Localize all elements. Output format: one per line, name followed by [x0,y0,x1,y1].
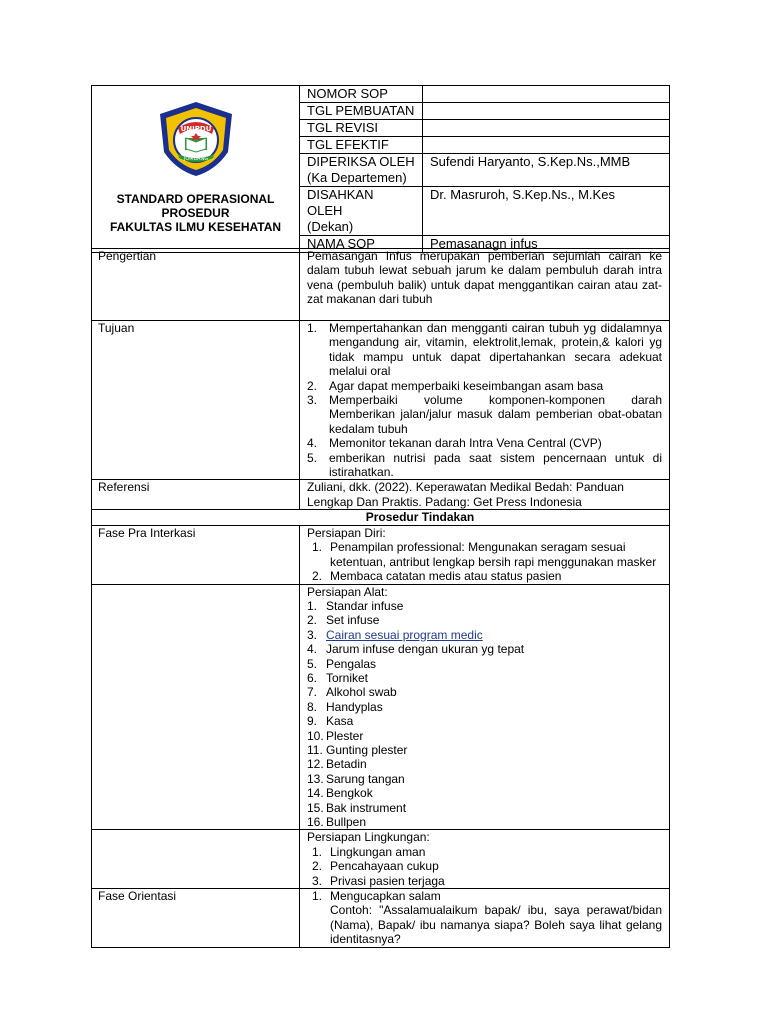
list-item [307,436,662,450]
list-item-number: 2. [307,378,318,393]
list-item [307,874,662,888]
tgl-revisi-value [423,120,670,137]
list-item [307,845,662,859]
list-item-text: Bullpen [326,815,367,829]
list-item-text: Agar dapat memperbaiki keseimbangan asam basa [329,378,604,393]
tujuan-label: Tujuan [92,321,300,480]
list-item-number: 2. [307,613,318,628]
list-item [307,642,662,656]
prosedur-tindakan-title [92,510,670,525]
list-item [307,657,662,671]
list-item [307,815,662,829]
tgl-revisi-label: TGL REVISI [300,120,423,137]
nama-sop-value: Pemasanagn infus [423,236,670,253]
list-item-text: Privasi pasien terjaga [330,873,445,888]
list-item-number: 1. [307,321,318,335]
list-item-number: 12. [307,757,324,772]
list-item-number: 3. [307,627,318,642]
list-item-number: 1. [312,889,323,904]
diperiksa-label-line-2: (Ka Departemen) [307,170,407,185]
empty-label-cell [92,830,300,889]
empty-label-cell [92,584,300,830]
diperiksa-label-line-1: DIPERIKSA OLEH [307,154,415,169]
list-item-number: 1. [312,844,323,859]
tujuan-list [307,321,662,479]
institution-title-line-1: STANDARD OPERASIONAL [116,192,275,206]
pengertian-label: Pengertian [92,249,300,321]
list-item [307,569,662,583]
list-item-number: 8. [307,699,318,714]
list-item-text: Pengalas [326,656,377,671]
fase-orientasi-list [307,889,662,947]
list-item-text: Mengucapkan salam [330,889,441,904]
tgl-pembuatan-value [423,103,670,120]
pengertian-text: Pemasangan Infus merupakan pemberian sejumlah cairan ke dalam tubuh lewat sebuah jarum ke dalam pembuluh darah intra vena (pembuluh balik) untuk dapat menggantikan cairan atau zat-zat makanan dari tubuh [300,249,670,321]
nomor-sop-label: NOMOR SOP [300,86,423,103]
list-item-number: 16. [307,815,324,829]
list-item [307,801,662,815]
list-item-text: Standar infuse [326,598,404,613]
list-item-text: Set infuse [326,613,380,628]
list-item [307,379,662,393]
list-item [307,757,662,771]
tgl-pembuatan-label: TGL PEMBUATAN [300,103,423,120]
disahkan-label-line-2: OLEH [307,203,343,218]
list-item-text: Betadin [326,757,367,772]
fase-orientasi-cell [300,889,670,948]
list-item-text: Jarum infuse dengan ukuran yg tepat [326,642,525,657]
diperiksa-value: Sufendi Haryanto, S.Kep.Ns.,MMB [423,154,670,187]
persiapan-lingkungan-list [307,845,662,888]
list-item-text: Memperbaiki volume komponen-komponen darah Memberikan jalan/jalur masuk dalam pemberian obat-obatan kedalam tubuh [329,393,662,436]
list-item [307,714,662,728]
list-item-number: 5. [307,450,318,465]
list-item-text: emberikan nutrisi pada saat sistem pencernaan untuk di istirahatkan. [329,450,662,480]
institution-title [92,192,299,234]
list-item-text: Bak instrument [326,800,407,815]
list-item-text: Alkohol swab [326,685,397,700]
disahkan-label-line-3: (Dekan) [307,219,354,234]
nama-sop-label: NAMA SOP [300,236,423,253]
list-item [307,772,662,786]
list-item-number: 11. [307,742,323,757]
tujuan-list-cell [300,321,670,480]
prosedur-tindakan-title-text: Prosedur Tindakan [365,510,475,525]
list-item [307,671,662,685]
list-item [307,685,662,699]
cairan-link[interactable]: Cairan sesuai program medic [326,627,483,642]
logo-text-top: UNIPDU [180,125,211,133]
list-item-number: 10. [307,728,324,743]
tgl-efektif-label: TGL EFEKTIF [300,137,423,154]
list-item-text: Plester [326,728,364,743]
persiapan-lingkungan-cell [300,830,670,889]
list-item [307,729,662,743]
list-item-number: 1. [312,540,323,555]
list-item-number: 1. [307,598,318,613]
institution-title-line-2: PROSEDUR [161,206,230,220]
list-item-number: 7. [307,685,318,700]
unipdu-logo-icon [156,100,236,178]
tgl-efektif-value [423,137,670,154]
list-item-text: Pencahayaan cukup [330,859,439,874]
persiapan-lingkungan-title: Persiapan Lingkungan: [307,830,430,845]
list-item-number: 4. [307,642,318,657]
sop-body-table [91,248,670,948]
sop-table [91,85,670,253]
list-item-text: Sarung tangan [326,771,405,786]
list-item-text: Handyplas [326,699,383,714]
list-item-number: 3. [312,873,323,888]
list-item-number: 3. [307,393,318,408]
fase-orientasi-label: Fase Orientasi [92,889,300,948]
list-item-text: Lingkungan aman [330,844,426,859]
list-item-number: 9. [307,714,318,729]
list-item [307,321,662,379]
list-item-number: 2. [312,569,323,584]
disahkan-label [300,187,423,236]
disahkan-value: Dr. Masruroh, S.Kep.Ns., M.Kes [423,187,670,236]
list-item-text: Penampilan professional: Mengunakan seragam sesuai ketentuan, antribut lengkap bersih rapi menggunakan masker [330,540,657,569]
persiapan-diri-list [307,540,662,583]
persiapan-diri-cell [300,525,670,584]
list-item [307,628,662,642]
institution-cell [92,86,300,253]
list-item [307,786,662,800]
referensi-label: Referensi [92,480,300,510]
persiapan-alat-cell [300,584,670,830]
list-item-number: 13. [307,771,324,786]
greeting-example: Contoh: "Assalamualaikum bapak/ ibu, saya perawat/bidan (Nama), Bapak/ ibu namanya siapa? Boleh saya lihat gelang identitasnya? [330,903,662,947]
fase-pra-label: Fase Pra Interkasi [92,525,300,584]
diperiksa-label [300,154,423,187]
institution-title-line-3: FAKULTAS ILMU KESEHATAN [109,220,282,234]
list-item [307,599,662,613]
list-item-text: Memonitor tekanan darah Intra Vena Central (CVP) [329,436,602,451]
list-item [307,451,662,480]
list-item [307,540,662,569]
list-item [307,393,662,436]
persiapan-alat-title: Persiapan Alat: [307,584,388,599]
list-item [307,859,662,873]
list-item-number: 14. [307,786,324,801]
list-item-text: Mempertahankan dan mengganti cairan tubuh yg didalamnya mengandung air, vitamin, elektrolit,lemak, protein,& kalori yg tidak mampu untuk dapat dipertahankan secara adekuat melalui oral [329,321,662,379]
list-item-number: 6. [307,670,318,685]
list-item [307,613,662,627]
list-item [307,889,662,947]
list-item-text: Kasa [326,714,354,729]
list-item-number: 2. [312,859,323,874]
list-item [307,700,662,714]
list-item-number: 4. [307,436,318,451]
list-item-text: Membaca catatan medis atau status pasien [330,569,562,584]
logo-text-bottom: JOMBANG [183,156,208,162]
list-item-text: Torniket [326,670,369,685]
disahkan-label-line-1: DISAHKAN [307,187,374,202]
nomor-sop-value [423,86,670,103]
referensi-text: Zuliani, dkk. (2022). Keperawatan Medikal Bedah: Panduan Lengkap Dan Praktis. Padang: Get Press Indonesia [300,480,670,510]
list-item-text: Gunting plester [326,742,408,757]
list-item-number: 5. [307,656,318,671]
persiapan-diri-title: Persiapan Diri: [307,525,386,540]
persiapan-alat-list [307,599,662,830]
list-item-number: 15. [307,800,324,815]
list-item-text: Bengkok [326,786,373,801]
list-item [307,743,662,757]
